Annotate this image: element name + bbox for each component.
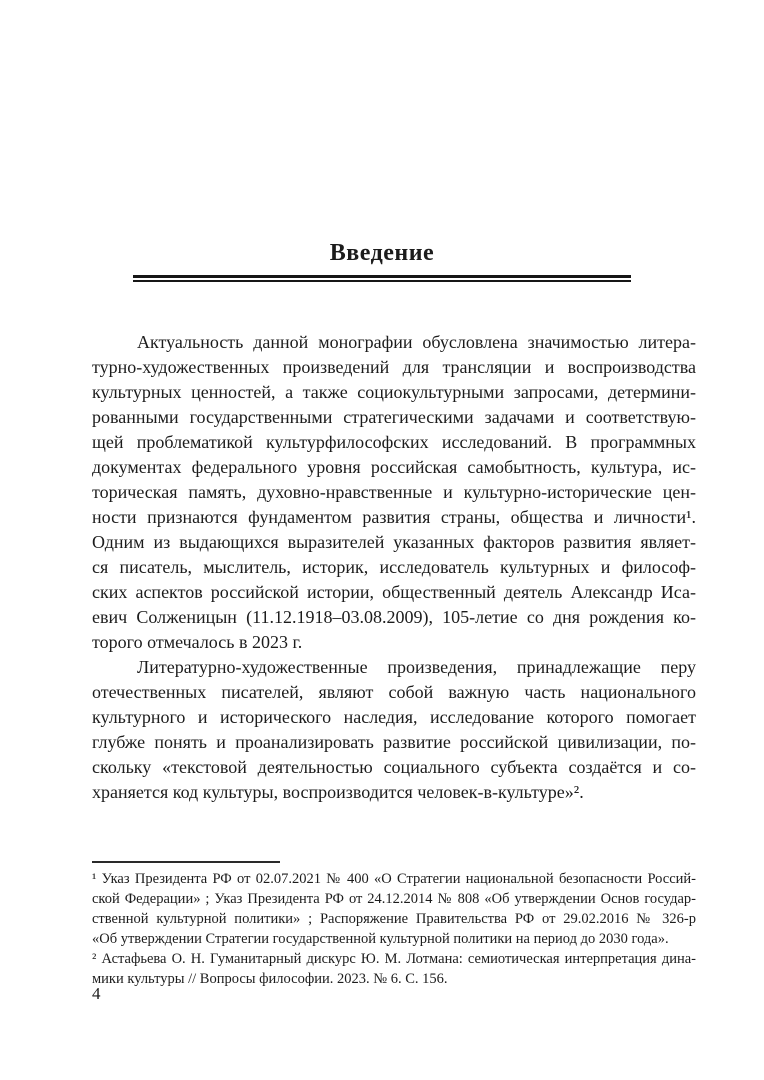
footnotes bbox=[92, 869, 696, 989]
text-line: турно-художественных произведений для трансляции и воспроизводства bbox=[92, 357, 696, 377]
text-line: храняется код культуры, воспроизводится человек-в-культуре»². bbox=[92, 782, 584, 802]
text-line: отечественных писателей, являют собой важную часть национального bbox=[92, 682, 696, 702]
text-line: скольку «текстовой деятельностью социального субъекта создаётся и со- bbox=[92, 757, 696, 777]
text-line: ности признаются фундаментом развития страны, общества и личности¹. bbox=[92, 507, 696, 527]
chapter-title: Введение bbox=[329, 240, 435, 266]
text-line: ² Астафьева О. Н. Гуманитарный дискурс Ю. М. Лотмана: семиотическая интерпретация дина- bbox=[92, 951, 696, 967]
text-line: культурного и исторического наследия, исследование которого помогает bbox=[92, 707, 696, 727]
footnote bbox=[92, 869, 696, 949]
heading-double-rule bbox=[133, 275, 631, 282]
text-line: Актуальность данной монографии обусловлена значимостью литера- bbox=[137, 332, 696, 352]
text-line: Одним из выдающихся выразителей указанных факторов развития являет- bbox=[92, 532, 696, 552]
text-line: ских аспектов российской истории, общественный деятель Александр Иса- bbox=[92, 582, 696, 602]
text-line: глубже понять и проанализировать развитие российской цивилизации, по- bbox=[92, 732, 696, 752]
paragraph bbox=[92, 655, 696, 805]
text-line: культурных ценностей, а также социокультурными запросами, детермини- bbox=[92, 382, 696, 402]
text-line: мики культуры // Вопросы философии. 2023. № 6. С. 156. bbox=[92, 971, 448, 987]
text-line: Литературно-художественные произведения, принадлежащие перу bbox=[137, 657, 696, 677]
text-line: торическая память, духовно-нравственные и культурно-исторические цен- bbox=[92, 482, 696, 502]
footnote-separator bbox=[92, 861, 280, 863]
text-line: рованными государственными стратегическими задачами и соответствую- bbox=[92, 407, 696, 427]
text-line: ¹ Указ Президента РФ от 02.07.2021 № 400 «О Стратегии национальной безопасности Россий- bbox=[92, 871, 696, 887]
chapter-heading bbox=[0, 240, 764, 282]
body-text bbox=[92, 330, 696, 805]
page-number: 4 bbox=[92, 984, 101, 1003]
text-line: «Об утверждении Стратегии государственной культурной политики на период до 2030 года». bbox=[92, 931, 669, 947]
text-line: ской Федерации» ; Указ Президента РФ от 24.12.2014 № 808 «Об утверждении Основ государ- bbox=[92, 891, 696, 907]
text-line: щей проблематикой культурфилософских исследований. В программных bbox=[92, 432, 696, 452]
text-line: евич Солженицын (11.12.1918–03.08.2009), 105-летие со дня рождения ко- bbox=[92, 607, 696, 627]
text-line: ственной культурной политики» ; Распоряжение Правительства РФ от 29.02.2016 № 326-р bbox=[92, 911, 696, 927]
text-line: торого отмечалось в 2023 г. bbox=[92, 632, 303, 652]
footnote bbox=[92, 949, 696, 989]
text-line: документах федерального уровня российская самобытность, культура, ис- bbox=[92, 457, 696, 477]
text-line: ся писатель, мыслитель, историк, исследователь культурных и философ- bbox=[92, 557, 696, 577]
paragraph bbox=[92, 330, 696, 655]
